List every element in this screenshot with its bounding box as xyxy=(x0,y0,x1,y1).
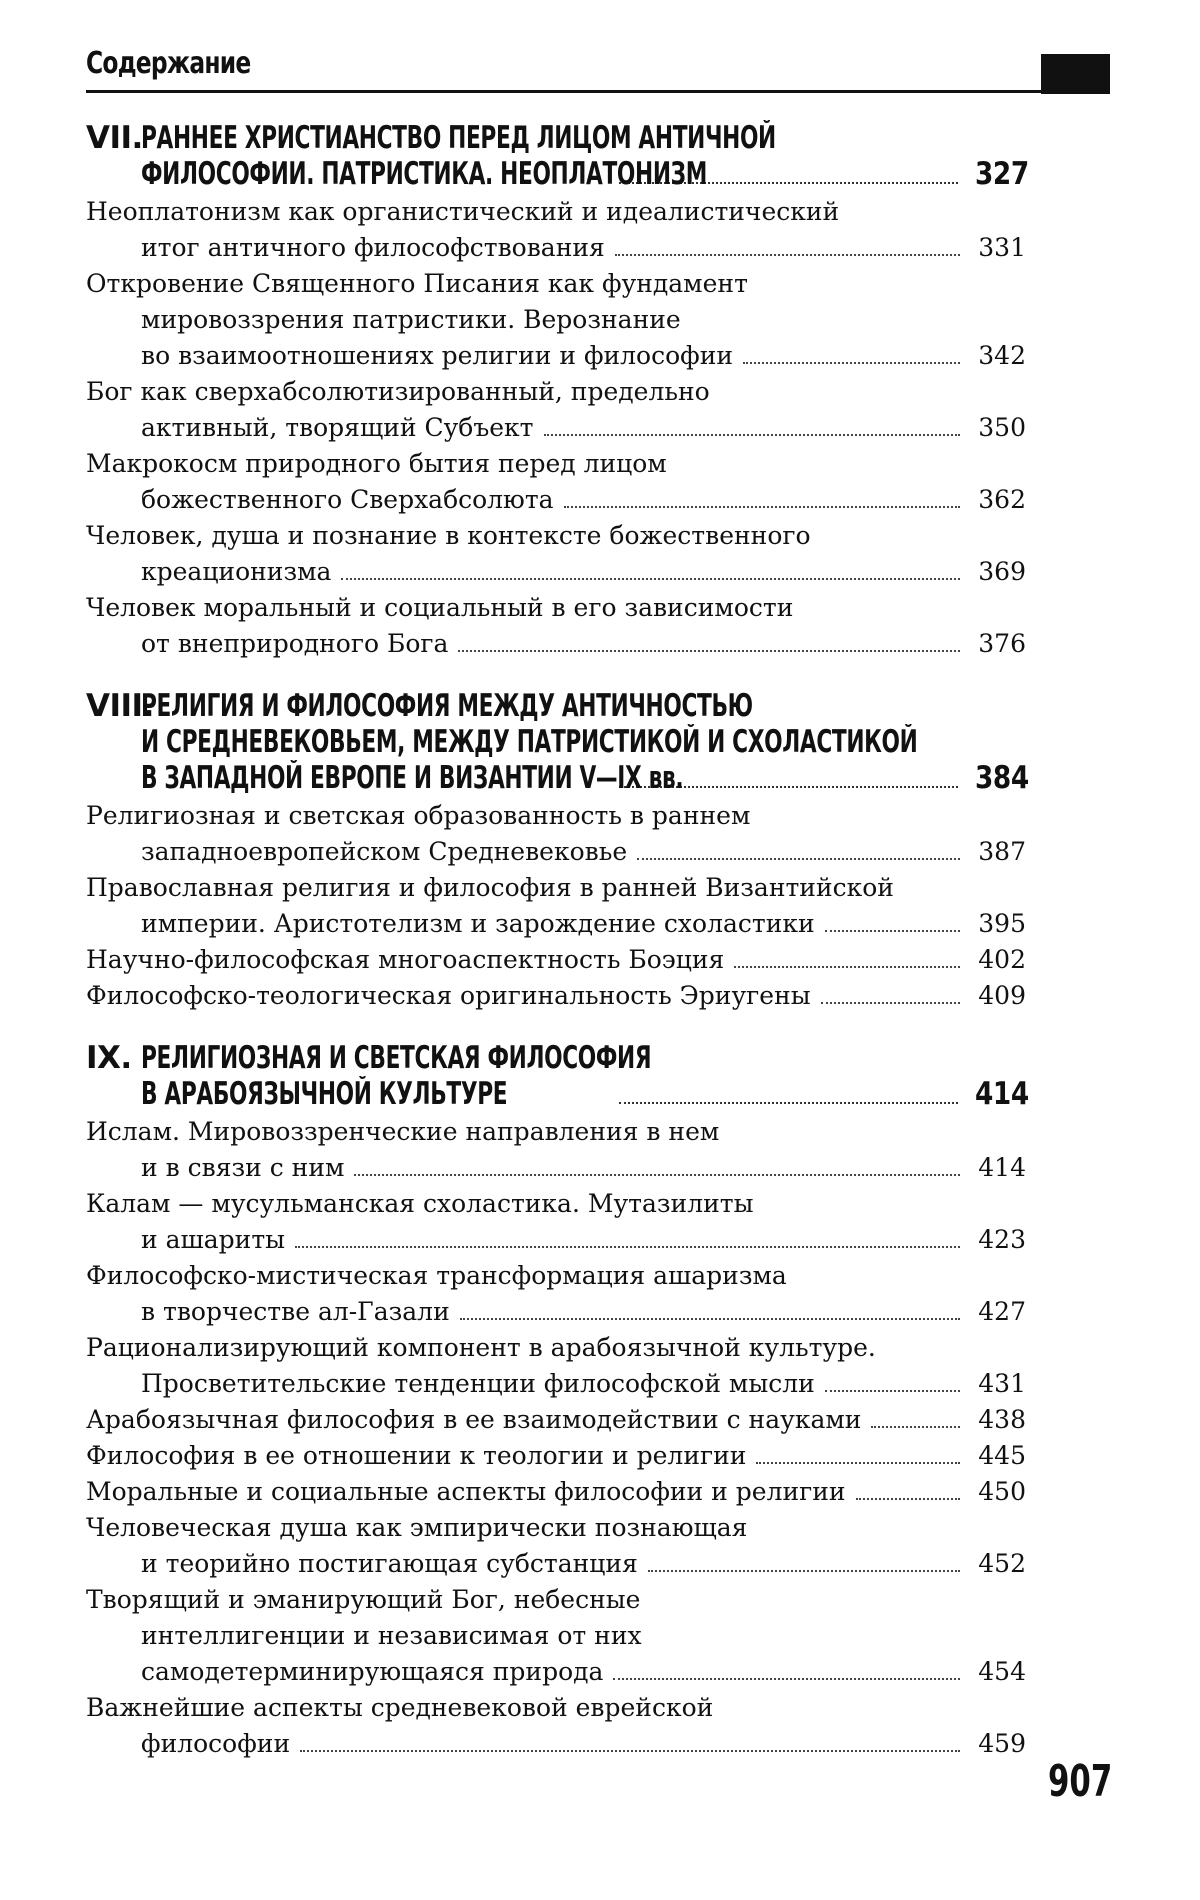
dot-leader xyxy=(648,1570,960,1572)
dot-leader xyxy=(825,1390,960,1392)
entry-page-number: 431 xyxy=(978,1369,1026,1398)
chapter-number: VIII. xyxy=(86,688,154,724)
dot-leader xyxy=(354,1174,960,1176)
dot-leader xyxy=(544,434,960,436)
dot-leader xyxy=(734,966,960,968)
entry-line: от внеприродного Бога xyxy=(141,629,449,658)
toc-entry[interactable] xyxy=(86,1258,1026,1330)
dot-leader xyxy=(856,1498,960,1500)
dot-leader xyxy=(821,1002,960,1004)
toc-entry[interactable] xyxy=(86,446,1026,518)
chapter-title-line: РАННЕЕ ХРИСТИАНСТВО ПЕРЕД ЛИЦОМ АНТИЧНОЙ xyxy=(141,120,776,156)
entry-line: Важнейшие аспекты средневековой еврейской xyxy=(86,1693,714,1722)
entry-line: западноевропейском Средневековье xyxy=(141,837,628,866)
chapter-title-line: ФИЛОСОФИИ. ПАТРИСТИКА. НЕОПЛАТОНИЗМ xyxy=(141,156,707,192)
toc-entry[interactable] xyxy=(86,266,1026,374)
entry-page-number: 452 xyxy=(978,1549,1026,1578)
entry-line: Творящий и эманирующий Бог, небесные xyxy=(86,1585,641,1614)
chapter-title-line: В ЗАПАДНОЙ ЕВРОПЕ И ВИЗАНТИИ V—IX вв. xyxy=(141,760,684,796)
dot-leader xyxy=(300,1750,960,1752)
dot-leader xyxy=(637,858,960,860)
entry-line: Человек моральный и социальный в его зависимости xyxy=(86,593,794,622)
toc-entry[interactable] xyxy=(86,1186,1026,1258)
entry-page-number: 414 xyxy=(978,1153,1026,1182)
dot-leader xyxy=(295,1246,960,1248)
dot-leader xyxy=(743,362,960,364)
entry-line: мировоззрения патристики. Верознание xyxy=(141,305,681,334)
chapter-heading xyxy=(86,120,1029,192)
entry-line: Ислам. Мировоззренческие направления в нем xyxy=(86,1117,720,1146)
toc-entry[interactable] xyxy=(86,518,1026,590)
chapter-number: IX. xyxy=(86,1040,132,1076)
entry-page-number: 423 xyxy=(978,1225,1026,1254)
dot-leader xyxy=(756,1462,960,1464)
running-head: Содержание xyxy=(86,46,251,81)
chapter-title-line: И СРЕДНЕВЕКОВЬЕМ, МЕЖДУ ПАТРИСТИКОЙ И СХОЛАСТИКОЙ xyxy=(141,724,918,760)
entry-page-number: 409 xyxy=(978,981,1026,1010)
dot-leader xyxy=(825,930,960,932)
dot-leader xyxy=(871,1426,960,1428)
entry-line: Философско-теологическая оригинальность Эриугены xyxy=(86,981,811,1010)
entry-page-number: 450 xyxy=(978,1477,1026,1506)
dot-leader xyxy=(341,578,960,580)
dot-leader xyxy=(460,1318,960,1320)
toc-entry[interactable] xyxy=(86,870,1026,942)
entry-page-number: 362 xyxy=(978,485,1026,514)
entry-line: в творчестве ал-Газали xyxy=(141,1297,450,1326)
entry-page-number: 387 xyxy=(978,837,1026,866)
entry-line: во взаимоотношениях религии и философии xyxy=(141,341,734,370)
entry-line: Православная религия и философия в ранней Византийской xyxy=(86,873,894,902)
entry-page-number: 402 xyxy=(978,945,1026,974)
toc-entry[interactable] xyxy=(86,1330,1026,1402)
chapter-page-number: 327 xyxy=(975,156,1029,192)
chapter-page-number: 384 xyxy=(975,760,1029,796)
entry-page-number: 445 xyxy=(978,1441,1026,1470)
entry-line: Философия в ее отношении к теологии и религии xyxy=(86,1441,747,1470)
entry-line: Макрокосм природного бытия перед лицом xyxy=(86,449,667,478)
table-of-contents xyxy=(86,120,1029,1762)
chapter-page-number: 414 xyxy=(975,1076,1029,1112)
entry-line: креационизма xyxy=(141,557,332,586)
toc-entry[interactable] xyxy=(86,590,1026,662)
entry-page-number: 369 xyxy=(978,557,1026,586)
chapter-heading xyxy=(86,688,1029,796)
entry-line: Неоплатонизм как органистический и идеалистический xyxy=(86,197,840,226)
toc-entry[interactable] xyxy=(86,1114,1026,1186)
toc-chapter xyxy=(86,1040,1029,1762)
toc-entry[interactable] xyxy=(86,1402,1026,1438)
page-number: 907 xyxy=(1048,1756,1113,1807)
entry-page-number: 350 xyxy=(978,413,1026,442)
entry-line: Человеческая душа как эмпирически познающая xyxy=(86,1513,748,1542)
toc-entry[interactable] xyxy=(86,1474,1026,1510)
toc-chapter xyxy=(86,688,1029,1014)
toc-entry[interactable] xyxy=(86,1510,1026,1582)
header-rule xyxy=(86,90,1104,93)
entry-line: Бог как сверхабсолютизированный, предельно xyxy=(86,377,710,406)
entry-line: Арабоязычная философия в ее взаимодействии с науками xyxy=(86,1405,862,1434)
entry-line: интеллигенции и независимая от них xyxy=(141,1621,642,1650)
entry-line: самодетерминирующаяся природа xyxy=(141,1657,604,1686)
dot-leader xyxy=(613,1678,960,1680)
dot-leader xyxy=(615,254,960,256)
entry-page-number: 342 xyxy=(978,341,1026,370)
entry-line: Религиозная и светская образованность в раннем xyxy=(86,801,751,830)
toc-entry[interactable] xyxy=(86,194,1026,266)
toc-entry[interactable] xyxy=(86,374,1026,446)
toc-entry[interactable] xyxy=(86,1438,1026,1474)
toc-entry[interactable] xyxy=(86,1690,1026,1762)
entry-line: и в связи с ним xyxy=(141,1153,345,1182)
dot-leader xyxy=(564,506,960,508)
header-black-block xyxy=(1041,54,1110,94)
entry-page-number: 395 xyxy=(978,909,1026,938)
toc-entry[interactable] xyxy=(86,978,1026,1014)
chapter-heading xyxy=(86,1040,1029,1112)
entry-line: Рационализирующий компонент в арабоязычной культуре. xyxy=(86,1333,876,1362)
chapter-title-line: РЕЛИГИЯ И ФИЛОСОФИЯ МЕЖДУ АНТИЧНОСТЬЮ xyxy=(141,688,753,724)
toc-entry[interactable] xyxy=(86,798,1026,870)
entry-line: Просветительские тенденции философской мысли xyxy=(141,1369,815,1398)
entry-page-number: 376 xyxy=(978,629,1026,658)
entry-line: Философско-мистическая трансформация ашаризма xyxy=(86,1261,787,1290)
chapter-title-line: В АРАБОЯЗЫЧНОЙ КУЛЬТУРЕ xyxy=(141,1076,508,1112)
entry-page-number: 427 xyxy=(978,1297,1026,1326)
toc-entry[interactable] xyxy=(86,942,1026,978)
entry-line: и теорийно постигающая субстанция xyxy=(141,1549,638,1578)
entry-line: империи. Аристотелизм и зарождение схоластики xyxy=(141,909,815,938)
entry-page-number: 454 xyxy=(978,1657,1026,1686)
toc-chapter xyxy=(86,120,1029,662)
entry-line: Человек, душа и познание в контексте божественного xyxy=(86,521,811,550)
entry-page-number: 459 xyxy=(978,1729,1026,1758)
entry-line: божественного Сверхабсолюта xyxy=(141,485,554,514)
entry-page-number: 331 xyxy=(978,233,1026,262)
toc-entry[interactable] xyxy=(86,1582,1026,1690)
entry-line: Моральные и социальные аспекты философии и религии xyxy=(86,1477,846,1506)
entry-line: и ашариты xyxy=(141,1225,286,1254)
entry-line: активный, творящий Субъект xyxy=(141,413,534,442)
entry-line: Калам — мусульманская схоластика. Мутазилиты xyxy=(86,1189,754,1218)
chapter-title-line: РЕЛИГИОЗНАЯ И СВЕТСКАЯ ФИЛОСОФИЯ xyxy=(141,1040,652,1076)
dot-leader xyxy=(458,650,960,652)
chapter-number: VII. xyxy=(86,120,143,156)
entry-line: Научно-философская многоаспектность Боэция xyxy=(86,945,725,974)
entry-page-number: 438 xyxy=(978,1405,1026,1434)
entry-line: итог античного философствования xyxy=(141,233,605,262)
dot-leader xyxy=(619,1102,958,1104)
entry-line: Откровение Священного Писания как фундамент xyxy=(86,269,748,298)
entry-line: философии xyxy=(141,1729,291,1758)
